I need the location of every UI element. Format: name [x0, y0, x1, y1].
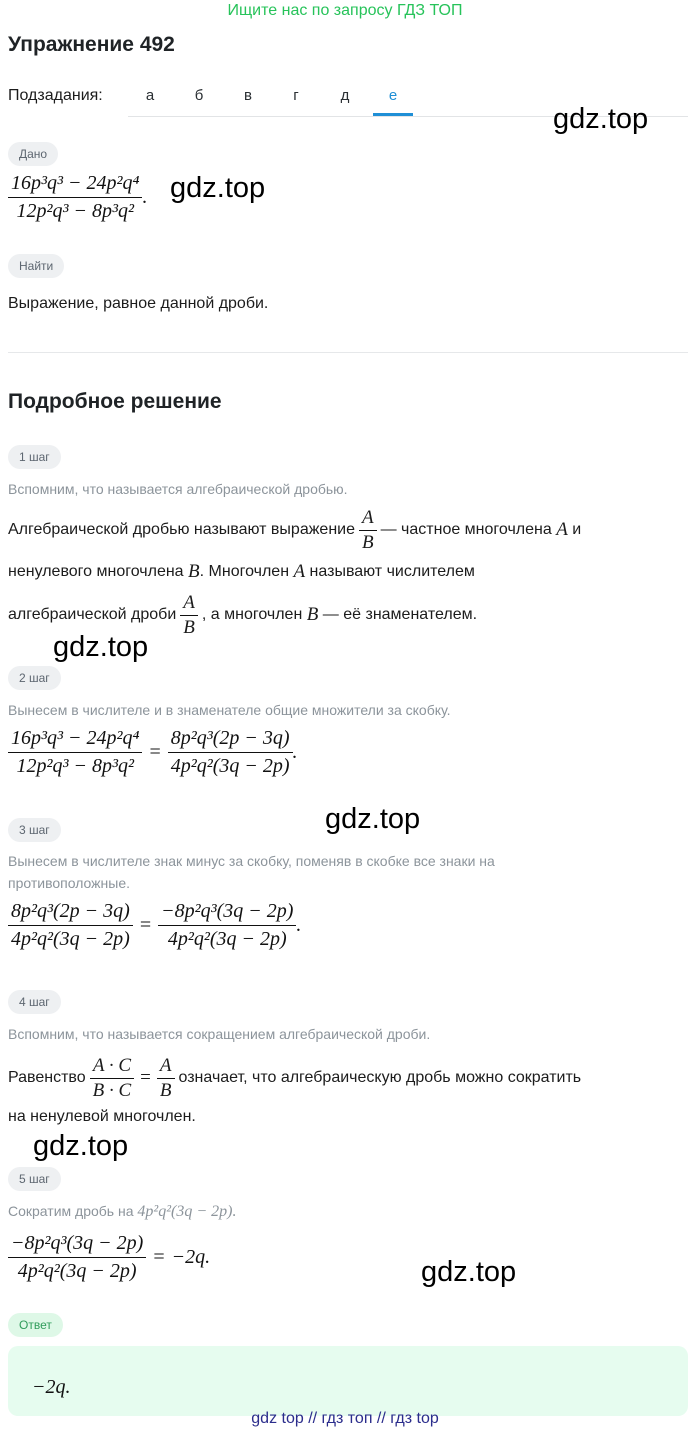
step-4-text: Равенство	[8, 1069, 86, 1086]
equals-sign: =	[139, 914, 152, 936]
fraction-numerator: A · C	[90, 1055, 134, 1079]
fraction-denominator: 4p²q²(3q − 2p)	[170, 755, 290, 777]
step-1-text: — её знаменателем.	[322, 606, 478, 623]
fraction-denominator: B · C	[92, 1079, 132, 1101]
step-1-text: ненулевого многочлена	[8, 563, 184, 580]
step-2-lhs-fraction	[8, 727, 142, 778]
step-1-hint: Вспомним, что называется алгебраической дробью.	[8, 481, 348, 497]
footer-links[interactable]: gdz top // гдз топ // гдз top	[251, 1410, 439, 1427]
period: .	[296, 914, 302, 936]
step-3-lhs-fraction	[8, 900, 133, 951]
fraction-denominator: 4p²q²(3q − 2p)	[17, 1260, 137, 1282]
watermark: gdz.top	[325, 803, 421, 835]
fraction-a-over-b	[359, 507, 377, 554]
step-1-paragraph	[8, 503, 688, 643]
step-1-text: , а многочлен	[201, 606, 303, 623]
watermark: gdz.top	[53, 631, 149, 663]
tab-b[interactable]: б	[194, 87, 204, 104]
given-numerator: 16p³q³ − 24p²q⁴	[8, 172, 142, 198]
step-1-text: — частное многочлена	[380, 521, 552, 538]
watermark: gdz.top	[421, 1256, 517, 1288]
step-5-hint	[8, 1201, 236, 1222]
watermark: gdz.top	[553, 103, 649, 135]
subtasks-label: Подзадания:	[8, 87, 103, 104]
given-chip: Дано	[8, 142, 58, 166]
fraction-a-over-b	[180, 592, 198, 639]
equals-sign: =	[149, 741, 161, 763]
fraction-numerator: A	[157, 1055, 175, 1079]
var-a: A	[293, 561, 306, 582]
step-4-hint: Вспомним, что называется сокращением алгебраической дроби.	[8, 1026, 431, 1042]
fraction-numerator: A	[359, 507, 377, 531]
fraction-numerator: 16p³q³ − 24p²q⁴	[8, 727, 142, 753]
tab-d[interactable]: д	[340, 87, 350, 104]
equals-sign: =	[140, 1067, 151, 1088]
step-3-chip: 3 шаг	[8, 818, 61, 842]
watermark: gdz.top	[170, 172, 266, 204]
fraction-numerator: −8p²q³(3q − 2p)	[8, 1232, 146, 1258]
step-3-rhs-fraction	[158, 900, 296, 951]
step-5-result: −2q.	[171, 1246, 211, 1268]
answer-chip: Ответ	[8, 1313, 63, 1337]
fraction-ac-over-bc	[90, 1055, 135, 1102]
step-4-paragraph	[8, 1050, 688, 1130]
fraction-denominator: 12p²q³ − 8p³q²	[16, 755, 134, 777]
step-5-equation	[8, 1232, 210, 1283]
search-banner[interactable]: Ищите нас по запросу ГДЗ ТОП	[227, 2, 463, 19]
tab-g[interactable]: г	[293, 87, 299, 104]
step-2-rhs-fraction	[168, 727, 293, 778]
given-expression	[8, 172, 147, 223]
fraction-numerator: A	[180, 592, 198, 616]
var-b: B	[306, 604, 319, 625]
tab-e[interactable]: е	[373, 84, 413, 116]
step-5-fraction	[8, 1232, 146, 1283]
step-1-text: алгебраической дроби	[8, 606, 177, 623]
fraction-denominator: 4p²q²(3q − 2p)	[11, 928, 130, 950]
answer-value: −2q.	[32, 1376, 71, 1398]
step-3-equation	[8, 900, 301, 951]
step-1-text: . Многочлен	[199, 563, 290, 580]
fraction-denominator: 4p²q²(3q − 2p)	[167, 928, 287, 950]
find-text: Выражение, равное данной дроби.	[8, 295, 269, 312]
solution-title: Подробное решение	[8, 390, 222, 413]
fraction-numerator: −8p²q³(3q − 2p)	[158, 900, 296, 926]
watermark: gdz.top	[33, 1130, 129, 1162]
step-3-hint: Вынесем в числителе знак минус за скобку, поменяв в скобке все знаки на	[8, 853, 495, 869]
fraction-numerator: 8p²q³(2p − 3q)	[168, 727, 293, 753]
step-5-hint-text: Сократим дробь на	[8, 1203, 134, 1219]
step-1-chip: 1 шаг	[8, 445, 61, 469]
step-4-text: на ненулевой многочлен.	[8, 1108, 196, 1125]
step-1-text: и	[572, 521, 582, 538]
fraction-denominator: B	[183, 616, 195, 638]
step-1-text: называют числителем	[309, 563, 475, 580]
step-5-hint-expression: 4p²q²(3q − 2p).	[137, 1203, 237, 1220]
find-chip: Найти	[8, 254, 64, 278]
var-a: A	[556, 519, 568, 540]
given-fraction	[8, 172, 142, 223]
step-4-text: означает, что алгебраическую дробь можно сократить	[178, 1069, 582, 1086]
step-5-chip: 5 шаг	[8, 1167, 61, 1191]
step-1-text: Алгебраической дробью называют выражение	[8, 521, 355, 538]
fraction-numerator: 8p²q³(2p − 3q)	[8, 900, 133, 926]
step-2-hint: Вынесем в числителе и в знаменателе общие множители за скобку.	[8, 702, 451, 718]
step-2-equation	[8, 727, 298, 778]
fraction-denominator: B	[361, 531, 374, 553]
step-4-chip: 4 шаг	[8, 990, 61, 1014]
step-2-chip: 2 шаг	[8, 666, 61, 690]
fraction-a-over-b	[157, 1055, 175, 1102]
given-period: .	[142, 186, 148, 208]
page-title: Упражнение 492	[8, 33, 175, 56]
step-3-hint: противоположные.	[8, 875, 130, 891]
tab-a[interactable]: а	[145, 87, 155, 104]
fraction-denominator: B	[159, 1079, 172, 1101]
equals-sign: =	[153, 1246, 165, 1268]
answer-box	[8, 1346, 688, 1416]
given-denominator: 12p²q³ − 8p³q²	[16, 200, 134, 222]
period: .	[292, 741, 298, 763]
section-divider	[8, 352, 688, 353]
var-b: B	[188, 561, 200, 582]
tab-v[interactable]: в	[244, 87, 252, 104]
